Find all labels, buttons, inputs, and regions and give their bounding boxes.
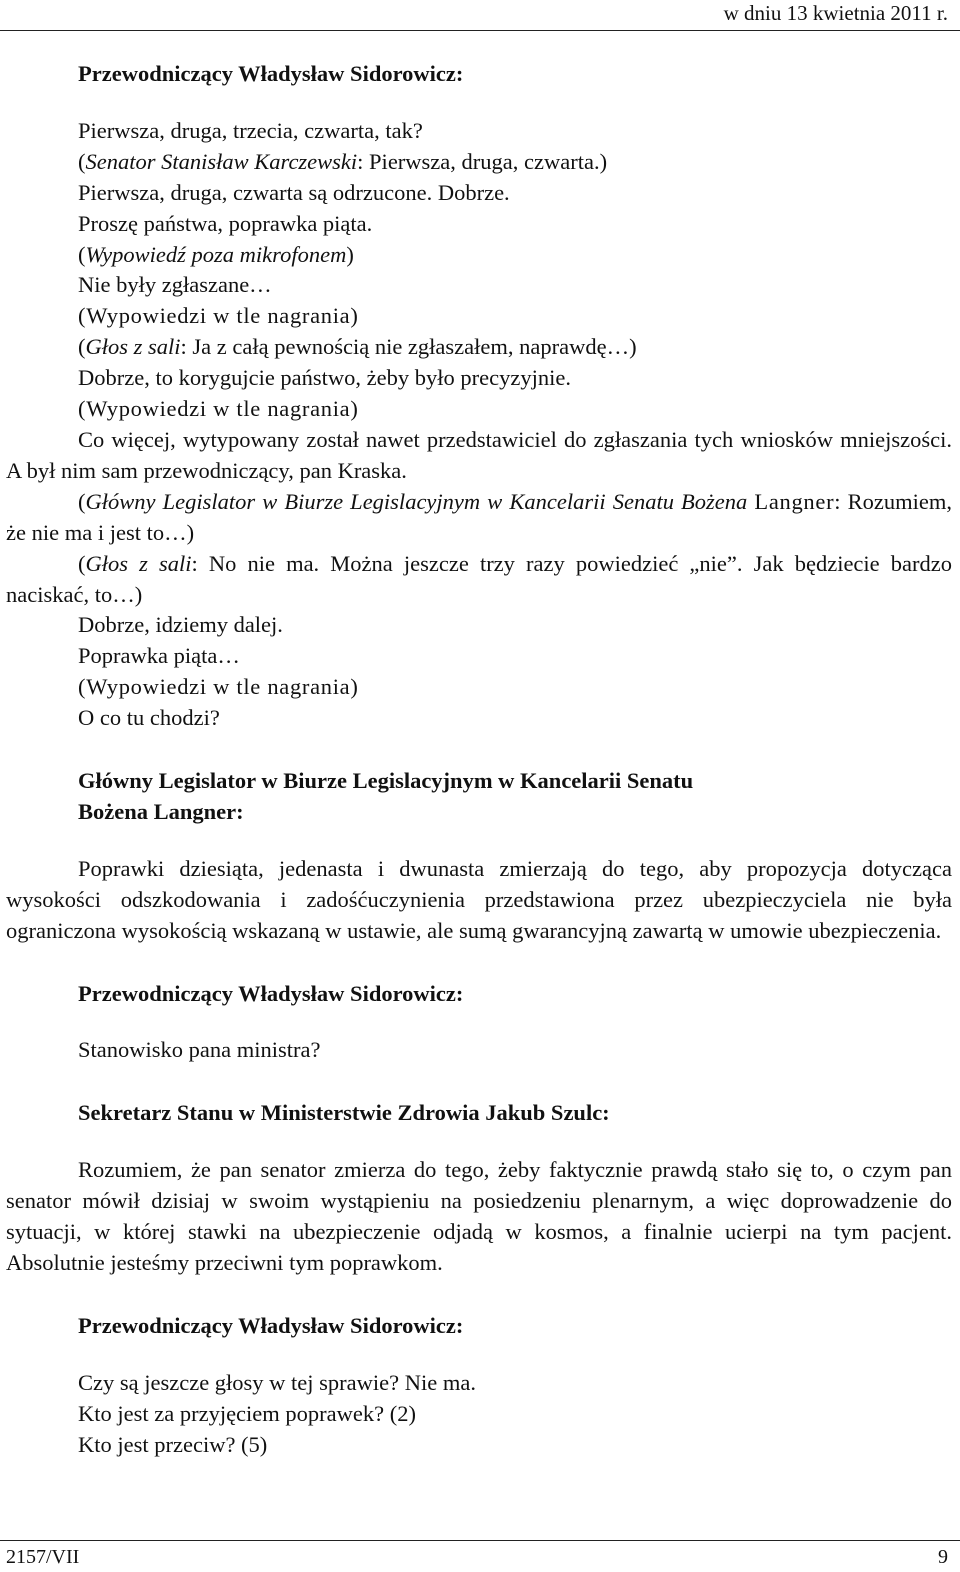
utterance: Nie były zgłaszane… [78, 272, 272, 298]
stage-note: (Wypowiedzi w tle nagrania) [78, 674, 359, 700]
speaker-heading: Przewodniczący Władysław Sidorowicz: [78, 980, 464, 1006]
utterance: Dobrze, to korygujcie państwo, żeby było precyzyjnie. [78, 365, 571, 391]
utterance: Stanowisko pana ministra? [78, 1037, 321, 1063]
transcript-body [6, 59, 952, 1461]
interjection: (Główny Legislator w Biurze Legislacyjnym w Kancelarii Senatu Bożena Langner: Rozumiem, że nie ma i jest to…) [6, 488, 952, 545]
header-date: w dniu 13 kwietnia 2011 r. [723, 1, 948, 25]
utterance: Poprawka piąta… [78, 643, 240, 669]
stage-note: (Wypowiedzi w tle nagrania) [78, 303, 359, 329]
utterance: Dobrze, idziemy dalej. [78, 612, 283, 638]
interjection: (Głos z sali: Ja z całą pewnością nie zgłaszałem, naprawdę…) [78, 334, 637, 360]
interjection: (Głos z sali: No nie ma. Można jeszcze trzy razy powiedzieć „nie”. Jak będziecie bardzo naciskać, to…) [6, 550, 952, 607]
utterance: Proszę państwa, poprawka piąta. [78, 210, 373, 236]
footer-divider [0, 1540, 960, 1541]
interjector-name: Senator Stanisław Karczewski [85, 148, 358, 174]
utterance: Kto jest przeciw? (5) [78, 1431, 268, 1457]
utterance: Kto jest za przyjęciem poprawek? (2) [78, 1400, 416, 1426]
stage-note: (Wypowiedzi w tle nagrania) [78, 396, 359, 422]
interjector-name: Langner [754, 488, 835, 514]
speaker-heading: Sekretarz Stanu w Ministerstwie Zdrowia Jakub Szulc: [78, 1100, 610, 1126]
utterance: Czy są jeszcze głosy w tej sprawie? Nie ma. [78, 1369, 476, 1395]
stage-note: (Wypowiedź poza mikrofonem) [78, 241, 354, 267]
utterance: Pierwsza, druga, trzecia, czwarta, tak? [78, 117, 423, 143]
utterance: Poprawki dziesiąta, jedenasta i dwunasta zmierzają do tego, aby propozycja dotycząca wysokości odszkodowania i zadośćuczynienia przedstawiona przez ubezpieczyciela nie była ograniczona wysokością wskazaną w ustawie, ale sumą gwarancyjną zawartą w umowie ubezpieczenia. [6, 855, 952, 943]
speaker-heading: Przewodniczący Władysław Sidorowicz: [78, 1312, 464, 1338]
speaker-heading: Przewodniczący Władysław Sidorowicz: [78, 61, 464, 86]
header-divider [0, 30, 960, 31]
document-number: 2157/VII [6, 1546, 80, 1568]
interjector-role: Główny Legislator w Biurze Legislacyjnym w Kancelarii Senatu Bożena [85, 488, 748, 514]
interjector-name: Głos z sali [85, 334, 181, 360]
utterance: O co tu chodzi? [78, 705, 220, 731]
utterance: Co więcej, wytypowany został nawet przedstawiciel do zgłaszania tych wniosków mniejszości. A był nim sam przewodniczący, pan Kraska. [6, 426, 952, 483]
utterance: Pierwsza, druga, czwarta są odrzucone. Dobrze. [78, 179, 510, 205]
interjector-name: Głos z sali [85, 550, 192, 576]
utterance: Rozumiem, że pan senator zmierza do tego, żeby faktycznie prawdą stało się to, o czym pan senator mówił dzisiaj w swoim wystąpieniu na posiedzeniu plenarnym, a więc doprowadzenie do sytuacji, w której stawki na ubezpieczenie odjadą w kosmos, a finalnie ucierpi na tym pacjent. Absolutnie jesteśmy przeciwni tym poprawkom. [6, 1157, 952, 1275]
interjection: (Senator Stanisław Karczewski: Pierwsza, druga, czwarta.) [78, 148, 608, 174]
speaker-heading: Główny Legislator w Biurze Legislacyjnym w Kancelarii Senatu Bożena Langner: [78, 768, 694, 824]
page-number: 9 [938, 1546, 948, 1568]
